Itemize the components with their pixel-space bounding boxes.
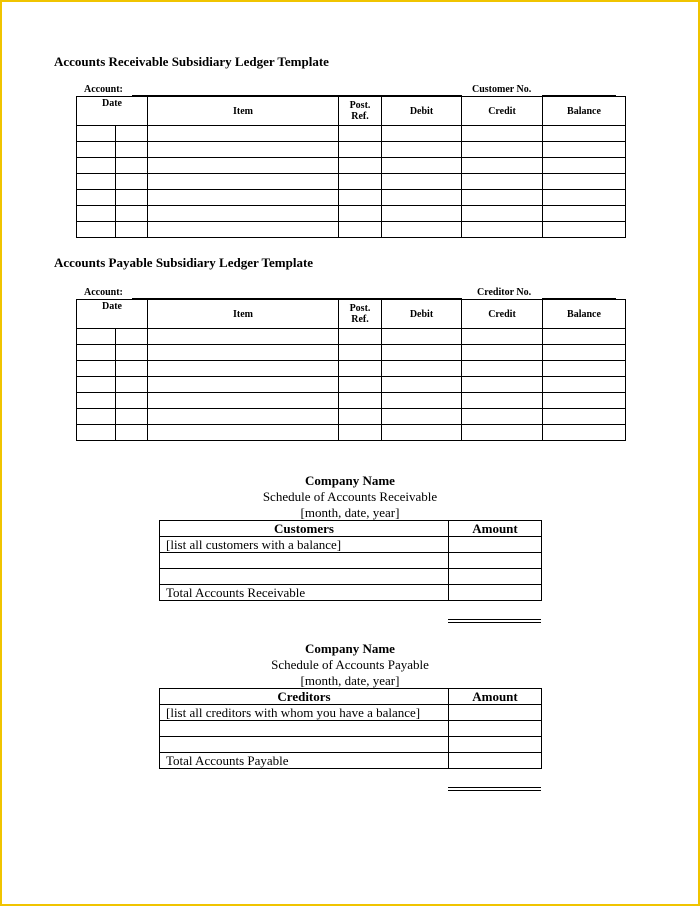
- col-post-ref: Post. Ref.: [339, 300, 382, 329]
- col-debit: Debit: [382, 300, 462, 329]
- table-row: [160, 569, 542, 585]
- double-underline: [448, 787, 541, 791]
- table-row: [160, 537, 542, 553]
- table-header-row: [160, 689, 542, 705]
- total-accounts-receivable-label: Total Accounts Receivable: [160, 585, 449, 601]
- payable-schedule-table: [159, 688, 542, 769]
- table-row: [160, 737, 542, 753]
- table-row: [77, 190, 626, 206]
- col-amount: Amount: [449, 521, 542, 537]
- col-amount: Amount: [449, 689, 542, 705]
- payable-schedule-heading: [0, 641, 700, 689]
- col-date: Date: [77, 97, 148, 126]
- creditor-no-label: Creditor No.: [477, 287, 532, 298]
- receivable-account-label: Account:: [84, 84, 123, 95]
- receivable-ledger-title: Accounts Receivable Subsidiary Ledger Template: [54, 54, 329, 69]
- table-header-row: [77, 97, 626, 126]
- col-date: Date: [77, 300, 148, 329]
- table-header-row: [160, 521, 542, 537]
- table-row: [77, 425, 626, 441]
- schedule-title: Schedule of Accounts Receivable: [262, 489, 438, 504]
- table-row: [77, 361, 626, 377]
- company-name: Company Name: [305, 473, 395, 488]
- col-debit: Debit: [382, 97, 462, 126]
- col-item: Item: [148, 300, 339, 329]
- table-row: [77, 345, 626, 361]
- table-row: [77, 174, 626, 190]
- table-row: [77, 158, 626, 174]
- col-balance: Balance: [543, 97, 626, 126]
- total-accounts-payable-amount[interactable]: [449, 753, 542, 769]
- total-accounts-receivable-amount[interactable]: [449, 585, 542, 601]
- schedule-title: Schedule of Accounts Payable: [271, 657, 429, 672]
- schedule-date: [month, date, year]: [300, 505, 400, 520]
- schedule-date: [month, date, year]: [300, 673, 400, 688]
- table-row: [77, 377, 626, 393]
- table-row: [160, 705, 542, 721]
- table-row: [77, 142, 626, 158]
- col-creditors: Creditors: [160, 689, 449, 705]
- table-row: [77, 393, 626, 409]
- payable-account-label: Account:: [84, 287, 123, 298]
- payable-ledger-table: [76, 299, 626, 441]
- table-row: [160, 753, 542, 769]
- table-row: [160, 585, 542, 601]
- col-credit: Credit: [462, 97, 543, 126]
- table-row: [160, 721, 542, 737]
- table-row: [160, 553, 542, 569]
- customer-no-label: Customer No.: [472, 84, 532, 95]
- creditor-list-instruction[interactable]: [list all creditors with whom you have a balance]: [160, 705, 449, 721]
- table-row: [77, 222, 626, 238]
- receivable-schedule-heading: [0, 473, 700, 521]
- total-accounts-payable-label: Total Accounts Payable: [160, 753, 449, 769]
- table-row: [77, 409, 626, 425]
- table-row: [77, 329, 626, 345]
- table-header-row: [77, 300, 626, 329]
- company-name: Company Name: [305, 641, 395, 656]
- customer-list-instruction[interactable]: [list all customers with a balance]: [160, 537, 449, 553]
- payable-ledger-title: Accounts Payable Subsidiary Ledger Template: [54, 255, 314, 270]
- col-customers: Customers: [160, 521, 449, 537]
- table-row: [77, 206, 626, 222]
- receivable-schedule-table: [159, 520, 542, 601]
- receivable-ledger-table: [76, 96, 626, 238]
- double-underline: [448, 619, 541, 623]
- table-row: [77, 126, 626, 142]
- col-balance: Balance: [543, 300, 626, 329]
- col-credit: Credit: [462, 300, 543, 329]
- col-item: Item: [148, 97, 339, 126]
- col-post-ref: Post. Ref.: [339, 97, 382, 126]
